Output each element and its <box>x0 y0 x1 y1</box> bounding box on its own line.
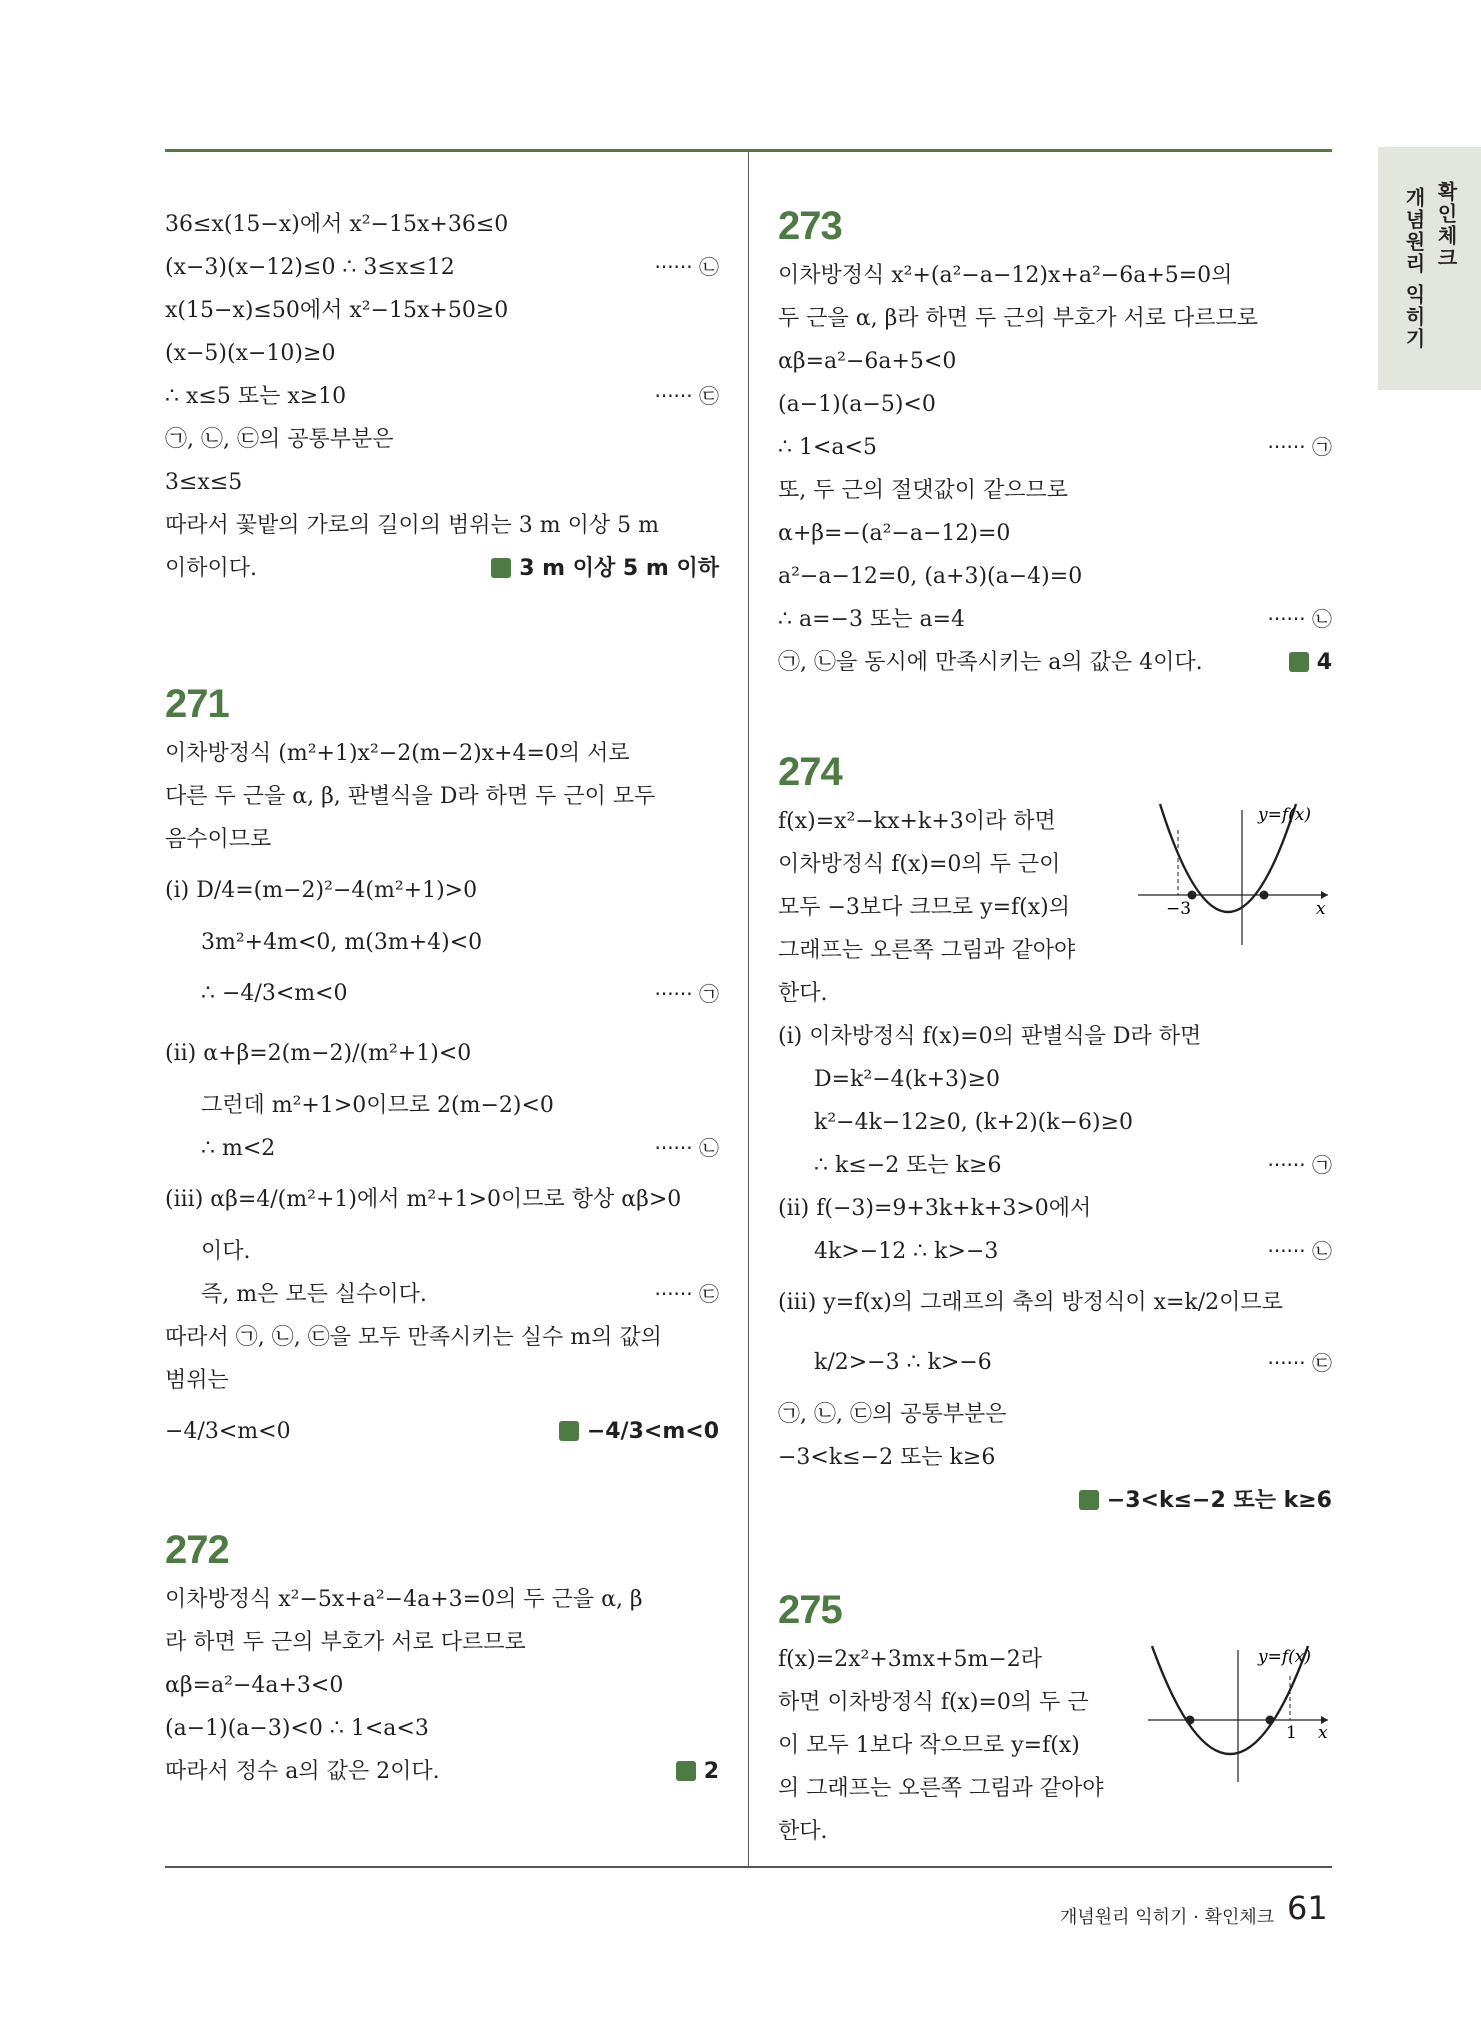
line: ㉠, ㉡, ㉢의 공통부분은 <box>165 427 394 452</box>
line: 따라서 꽃밭의 가로의 길이의 범위는 3 m 이상 5 m <box>165 513 659 538</box>
problem-number: 272 <box>165 1528 229 1572</box>
line: α+β=−(a²−a−12)=0 <box>778 521 1011 546</box>
line: 이차방정식 (m²+1)x²−2(m−2)x+4=0의 서로 <box>165 741 630 766</box>
answer-icon <box>1289 652 1309 672</box>
line: ∴ k≤−2 또는 k≥6 ······ ㉠ <box>778 1144 1332 1187</box>
line: k²−4k−12≥0, (k+2)(k−6)≥0 <box>814 1110 1134 1135</box>
answer-icon <box>1079 1490 1099 1510</box>
side-tab-line1: 확인체크 <box>1434 181 1458 269</box>
line: ㉠, ㉡, ㉢의 공통부분은 <box>778 1402 1007 1427</box>
tick-label: −3 <box>1166 899 1192 919</box>
marker: ······ ㉠ <box>1267 1153 1332 1177</box>
line: (ii) α+β=2(m−2)/(m²+1)<0 <box>165 1041 472 1066</box>
problem-272 <box>165 1522 719 1793</box>
line: (i) 이차방정식 f(x)=0의 판별식을 D라 하면 <box>778 1024 1202 1049</box>
problem-273 <box>778 198 1332 684</box>
problem-271 <box>165 676 719 1462</box>
problem-number: 271 <box>165 682 229 726</box>
line: 모두 −3보다 크므로 y=f(x)의 <box>778 895 1071 920</box>
side-tab <box>1378 147 1481 390</box>
line: 이차방정식 x²+(a²−a−12)x+a²−6a+5=0의 <box>778 263 1233 288</box>
bottom-rule <box>165 1866 1332 1868</box>
marker: ······ ㉠ <box>654 982 719 1006</box>
line: 이하이다. 3 m 이상 5 m 이하 <box>165 547 719 590</box>
line: 또, 두 근의 절댓값이 같으므로 <box>778 478 1068 503</box>
marker: ······ ㉢ <box>654 1282 719 1306</box>
line: 이다. <box>201 1239 251 1264</box>
line: ∴ x≤5 또는 x≥10 ······ ㉢ <box>165 375 719 418</box>
line: 라 하면 두 근의 부호가 서로 다르므로 <box>165 1630 526 1655</box>
right-column <box>778 198 1332 1853</box>
footer-label: 개념원리 익히기 · 확인체크 <box>1060 1907 1275 1928</box>
line: (x−3)(x−12)≤0 ∴ 3≤x≤12 ······ ㉡ <box>165 246 719 289</box>
graph-274 <box>1138 800 1332 950</box>
line: 한다. <box>778 981 828 1006</box>
continued-solution <box>165 203 719 590</box>
line: αβ=a²−4a+3<0 <box>165 1673 344 1698</box>
problem-number: 275 <box>778 1588 842 1632</box>
line: (iii) y=f(x)의 그래프의 축의 방정식이 x=k/2이므로 <box>778 1290 1283 1315</box>
x-axis-arrow <box>1321 891 1328 899</box>
line: −4/3<m<0 −4/3<m<0 <box>165 1402 719 1462</box>
line: k/2>−3 ∴ k>−6 ······ ㉢ <box>778 1333 1332 1393</box>
line: a²−a−12=0, (a+3)(a−4)=0 <box>778 564 1083 589</box>
marker: ······ ㉡ <box>1267 1239 1332 1263</box>
line: ∴ 1<a<5 ······ ㉠ <box>778 426 1332 469</box>
line: (a−1)(a−5)<0 <box>778 392 936 417</box>
line: 그래프는 오른쪽 그림과 같아야 <box>778 938 1076 963</box>
line: ∴ m<2 ······ ㉡ <box>165 1127 719 1170</box>
answer: −4/3<m<0 <box>559 1402 719 1462</box>
line: 이 모두 1보다 작으므로 y=f(x) <box>778 1733 1080 1758</box>
line: (x−5)(x−10)≥0 <box>165 341 336 366</box>
line: 음수이므로 <box>165 827 272 852</box>
problem-275 <box>778 1582 1332 1853</box>
line: 3m²+4m<0, m(3m+4)<0 <box>201 930 483 955</box>
answer: 4 <box>1289 641 1332 684</box>
marker: ······ ㉡ <box>1267 607 1332 631</box>
x-axis-label: x <box>1316 899 1326 919</box>
line: 4k>−12 ∴ k>−3 ······ ㉡ <box>778 1230 1332 1273</box>
graph-275 <box>1148 1642 1332 1792</box>
root-point <box>1186 1716 1195 1725</box>
line: (ii) f(−3)=9+3k+k+3>0에서 <box>778 1196 1092 1221</box>
answer: 3 m 이상 5 m 이하 <box>491 547 719 590</box>
marker: ······ ㉡ <box>654 255 719 279</box>
line: 따라서 ㉠, ㉡, ㉢을 모두 만족시키는 실수 m의 값의 <box>165 1325 662 1350</box>
line: 따라서 정수 a의 값은 2이다. 2 <box>165 1750 719 1793</box>
line: 범위는 <box>165 1368 229 1393</box>
line: f(x)=2x²+3mx+5m−2라 <box>778 1647 1043 1672</box>
line: 이차방정식 x²−5x+a²−4a+3=0의 두 근을 α, β <box>165 1587 643 1612</box>
line: −3<k≤−2 또는 k≥6 <box>778 1445 996 1470</box>
line: x(15−x)≤50에서 x²−15x+50≥0 <box>165 298 509 323</box>
line: (i) D/4=(m−2)²−4(m²+1)>0 <box>165 878 478 903</box>
line: 그런데 m²+1>0이므로 2(m−2)<0 <box>201 1093 554 1118</box>
marker: ······ ㉡ <box>654 1136 719 1160</box>
answer-icon <box>491 558 511 578</box>
answer: 2 <box>676 1750 719 1793</box>
answer: −3<k≤−2 또는 k≥6 <box>1079 1479 1332 1522</box>
line: (iii) αβ=4/(m²+1)에서 m²+1>0이므로 항상 αβ>0 <box>165 1187 682 1212</box>
line <box>778 1479 1332 1522</box>
marker: ······ ㉠ <box>1267 435 1332 459</box>
root-point <box>1266 1716 1275 1725</box>
line: f(x)=x²−kx+k+3이라 하면 <box>778 809 1056 834</box>
column-divider <box>748 152 749 1866</box>
left-column <box>165 203 719 1793</box>
marker: ······ ㉢ <box>1267 1351 1332 1375</box>
line: 3≤x≤5 <box>165 470 243 495</box>
line: 의 그래프는 오른쪽 그림과 같아야 <box>778 1776 1104 1801</box>
problem-number: 273 <box>778 204 842 248</box>
problem-274 <box>778 744 1332 1522</box>
line: αβ=a²−6a+5<0 <box>778 349 957 374</box>
line: 한다. <box>778 1819 828 1844</box>
answer-icon <box>559 1421 579 1441</box>
line: (a−1)(a−3)<0 ∴ 1<a<3 <box>165 1716 429 1741</box>
line: 36≤x(15−x)에서 x²−15x+36≤0 <box>165 212 509 237</box>
line: 두 근을 α, β라 하면 두 근의 부호가 서로 다르므로 <box>778 306 1259 331</box>
page-number: 61 <box>1287 1889 1328 1927</box>
problem-number: 274 <box>778 750 842 794</box>
line: 이차방정식 f(x)=0의 두 근이 <box>778 852 1061 877</box>
line: D=k²−4(k+3)≥0 <box>814 1067 1001 1092</box>
line: ㉠, ㉡을 동시에 만족시키는 a의 값은 4이다. 4 <box>778 641 1332 684</box>
line: ∴ a=−3 또는 a=4 ······ ㉡ <box>778 598 1332 641</box>
x-axis-label: x <box>1318 1723 1328 1743</box>
line: 다른 두 근을 α, β, 판별식을 D라 하면 두 근이 모두 <box>165 784 656 809</box>
curve-label: y=f(x) <box>1258 805 1311 825</box>
answer-icon <box>676 1761 696 1781</box>
root-point <box>1260 891 1269 900</box>
marker: ······ ㉢ <box>654 384 719 408</box>
tick-label: 1 <box>1286 1723 1297 1743</box>
curve-label: y=f(x) <box>1258 1647 1311 1667</box>
side-tab-line2: 개념원리 익히기 <box>1402 187 1426 350</box>
line: 하면 이차방정식 f(x)=0의 두 근 <box>778 1690 1089 1715</box>
line: ∴ −4/3<m<0 ······ ㉠ <box>165 964 719 1024</box>
line: 즉, m은 모든 실수이다. ······ ㉢ <box>165 1273 719 1316</box>
